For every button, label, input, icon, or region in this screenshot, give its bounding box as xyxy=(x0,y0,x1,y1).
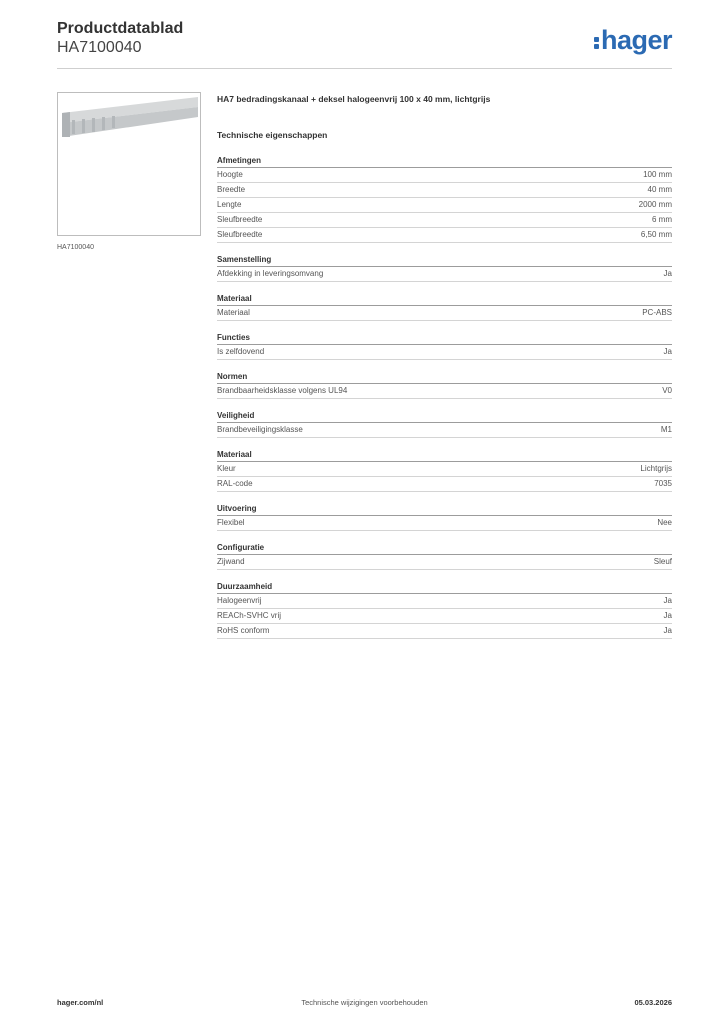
spec-value: 100 mm xyxy=(643,170,672,179)
logo-text: hager xyxy=(600,25,672,55)
spec-value: Ja xyxy=(663,626,672,635)
spec-group-title: Normen xyxy=(217,370,672,384)
logo-dots-icon xyxy=(594,35,599,49)
spec-value: Nee xyxy=(657,518,672,527)
spec-row xyxy=(217,183,672,198)
spec-value: 2000 mm xyxy=(638,200,672,209)
spec-row xyxy=(217,345,672,360)
spec-row xyxy=(217,594,672,609)
spec-row xyxy=(217,384,672,399)
spec-group xyxy=(217,502,672,531)
spec-group xyxy=(217,370,672,399)
spec-label: Sleufbreedte xyxy=(217,230,263,239)
spec-group-title: Veiligheid xyxy=(217,409,672,423)
spec-group xyxy=(217,292,672,321)
footer-website: hager.com/nl xyxy=(57,998,104,1007)
header-divider xyxy=(57,68,672,69)
spec-group-title: Uitvoering xyxy=(217,502,672,516)
spec-label: Halogeenvrij xyxy=(217,596,262,605)
spec-value: Ja xyxy=(663,611,672,620)
hager-logo xyxy=(594,25,672,56)
spec-row xyxy=(217,228,672,243)
spec-label: REACh-SVHC vrij xyxy=(217,611,282,620)
spec-row xyxy=(217,516,672,531)
spec-label: Zijwand xyxy=(217,557,245,566)
spec-group-title: Afmetingen xyxy=(217,154,672,168)
spec-row xyxy=(217,609,672,624)
spec-row xyxy=(217,555,672,570)
cable-duct-illustration xyxy=(58,93,201,236)
spec-value: 6 mm xyxy=(652,215,672,224)
spec-value: Sleuf xyxy=(653,557,672,566)
spec-label: Afdekking in leveringsomvang xyxy=(217,269,324,278)
spec-group-title: Materiaal xyxy=(217,448,672,462)
spec-label: RAL-code xyxy=(217,479,253,488)
spec-value: PC-ABS xyxy=(642,308,672,317)
spec-row xyxy=(217,462,672,477)
spec-group xyxy=(217,541,672,570)
product-image xyxy=(57,92,201,236)
spec-value: M1 xyxy=(660,425,672,434)
spec-value: 7035 xyxy=(654,479,672,488)
spec-group-title: Samenstelling xyxy=(217,253,672,267)
spec-row xyxy=(217,624,672,639)
spec-group-title: Duurzaamheid xyxy=(217,580,672,594)
spec-label: Lengte xyxy=(217,200,242,209)
footer-disclaimer: Technische wijzigingen voorbehouden xyxy=(301,998,428,1007)
spec-value: V0 xyxy=(662,386,672,395)
spec-value: 6,50 mm xyxy=(640,230,672,239)
spec-label: Breedte xyxy=(217,185,246,194)
spec-label: Brandbaarheidsklasse volgens UL94 xyxy=(217,386,348,395)
product-title: HA7 bedradingskanaal + deksel halogeenvrij 100 x 40 mm, lichtgrijs xyxy=(217,94,491,104)
spec-value: Ja xyxy=(663,596,672,605)
spec-label: Hoogte xyxy=(217,170,243,179)
spec-group xyxy=(217,154,672,243)
spec-group xyxy=(217,448,672,492)
spec-row xyxy=(217,423,672,438)
product-specs xyxy=(217,92,672,639)
technical-properties-heading: Technische eigenschappen xyxy=(217,130,328,140)
spec-group xyxy=(217,580,672,639)
spec-row xyxy=(217,198,672,213)
product-code: HA7100040 xyxy=(57,39,142,56)
spec-group xyxy=(217,331,672,360)
spec-label: Kleur xyxy=(217,464,236,473)
image-caption: HA7100040 xyxy=(57,244,94,251)
spec-groups xyxy=(217,154,672,639)
footer-date: 05.03.2026 xyxy=(634,998,672,1007)
spec-label: Sleufbreedte xyxy=(217,215,263,224)
spec-value: Ja xyxy=(663,269,672,278)
spec-row xyxy=(217,168,672,183)
spec-label: RoHS conform xyxy=(217,626,270,635)
spec-group xyxy=(217,253,672,282)
spec-label: Flexibel xyxy=(217,518,245,527)
document-title: Productdatablad xyxy=(57,20,184,37)
spec-row xyxy=(217,267,672,282)
spec-group xyxy=(217,409,672,438)
spec-label: Materiaal xyxy=(217,308,250,317)
spec-row xyxy=(217,213,672,228)
spec-value: Ja xyxy=(663,347,672,356)
spec-row xyxy=(217,477,672,492)
spec-group-title: Functies xyxy=(217,331,672,345)
spec-label: Brandbeveiligingsklasse xyxy=(217,425,303,434)
spec-value: Lichtgrijs xyxy=(640,464,672,473)
spec-group-title: Configuratie xyxy=(217,541,672,555)
spec-label: Is zelfdovend xyxy=(217,347,265,356)
spec-row xyxy=(217,306,672,321)
spec-group-title: Materiaal xyxy=(217,292,672,306)
spec-value: 40 mm xyxy=(647,185,672,194)
